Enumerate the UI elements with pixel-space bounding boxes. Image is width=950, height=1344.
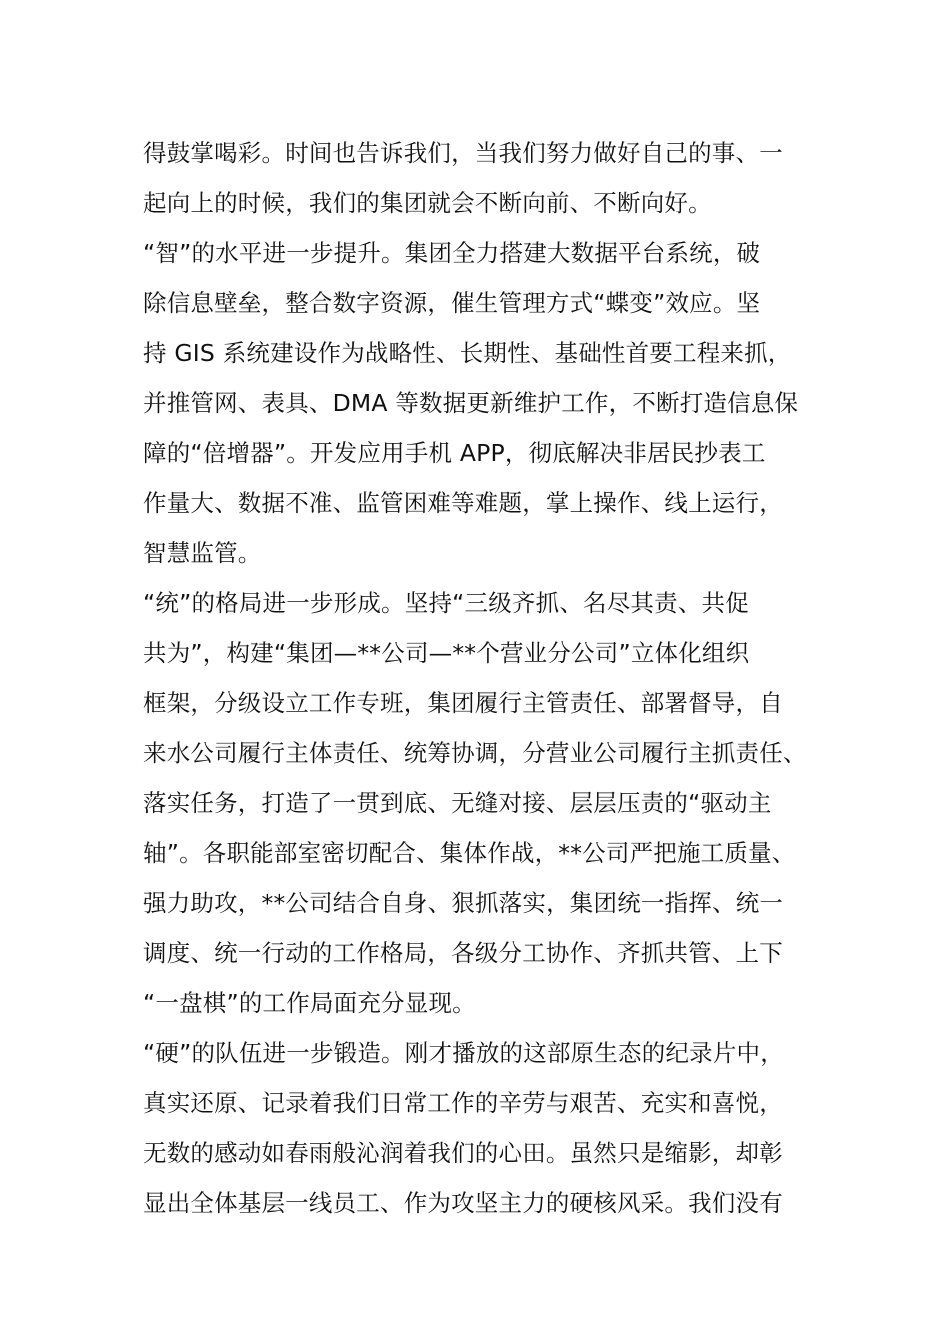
text-line: “智”的水平进一步提升。集团全力搭建大数据平台系统，破 bbox=[143, 239, 761, 267]
text-line: “硬”的队伍进一步锻造。刚才播放的这部原生态的纪录片中， bbox=[143, 1039, 784, 1067]
text-line: 来水公司履行主体责任、统筹协调，分营业公司履行主抓责任、 bbox=[143, 739, 807, 767]
text-line: 轴”。各职能部室密切配合、集体作战，**公司严把施工质量、 bbox=[143, 839, 796, 867]
text-line: 智慧监管。 bbox=[143, 539, 262, 567]
text-line: 调度、统一行动的工作格局，各级分工协作、齐抓共管、上下 bbox=[143, 939, 783, 967]
text-line: 起向上的时候，我们的集团就会不断向前、不断向好。 bbox=[143, 189, 712, 217]
text-line: 得鼓掌喝彩。时间也告诉我们，当我们努力做好自己的事、一 bbox=[143, 139, 783, 167]
text-line: 共为”，构建“集团—**公司—**个营业分公司”立体化组织 bbox=[143, 639, 750, 667]
body-text bbox=[143, 128, 843, 1228]
text-line: 显出全体基层一线员工、作为攻坚主力的硬核风采。我们没有 bbox=[143, 1189, 783, 1217]
text-line: 落实任务，打造了一贯到底、无缝对接、层层压责的“驱动主 bbox=[143, 789, 772, 817]
text-line: 持 GIS 系统建设作为战略性、长期性、基础性首要工程来抓， bbox=[143, 339, 792, 367]
text-line: 除信息壁垒，整合数字资源，催生管理方式“蝶变”效应。坚 bbox=[143, 289, 761, 317]
text-line: 作量大、数据不准、监管困难等难题，掌上操作、线上运行， bbox=[143, 489, 783, 517]
text-line: 真实还原、记录着我们日常工作的辛劳与艰苦、充实和喜悦， bbox=[143, 1089, 783, 1117]
text-line: 无数的感动如春雨般沁润着我们的心田。虽然只是缩影，却彰 bbox=[143, 1139, 783, 1167]
text-line: 并推管网、表具、DMA 等数据更新维护工作，不断打造信息保 bbox=[143, 389, 799, 417]
text-line: 框架，分级设立工作专班，集团履行主管责任、部署督导，自 bbox=[143, 689, 783, 717]
text-line: 强力助攻，**公司结合自身、狠抓落实，集团统一指挥、统一 bbox=[143, 889, 784, 917]
text-line: “统”的格局进一步形成。坚持“三级齐抓、名尽其责、共促 bbox=[143, 589, 749, 617]
text-line: “一盘棋”的工作局面充分显现。 bbox=[143, 989, 476, 1017]
text-line: 障的“倍增器”。开发应用手机 APP，彻底解决非居民抄表工 bbox=[143, 439, 766, 467]
